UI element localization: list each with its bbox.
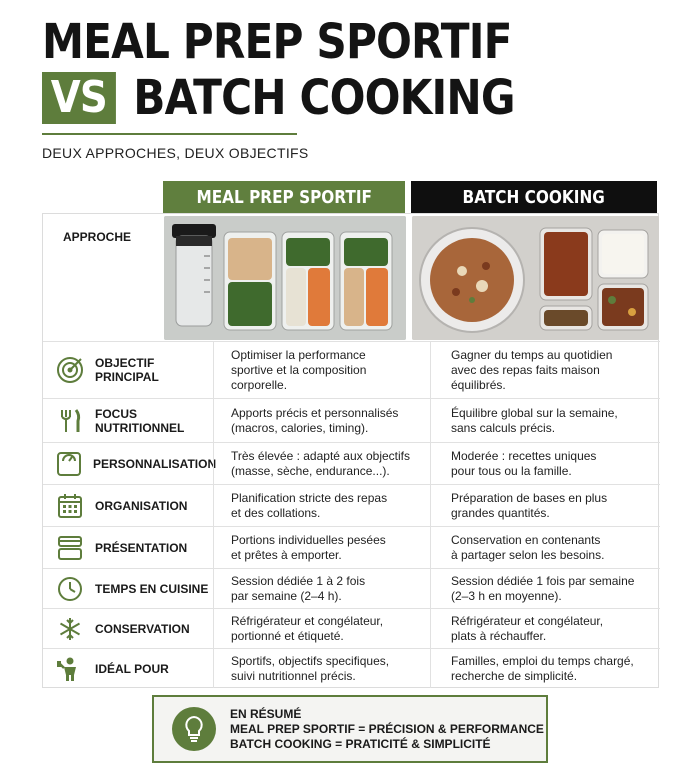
row-label: IDÉAL POUR <box>95 661 169 676</box>
title-underline <box>42 133 297 135</box>
row-conservation <box>43 608 660 648</box>
row-label: TEMPS EN CUISINE <box>95 581 209 596</box>
fork-knife-icon <box>55 406 85 436</box>
lightbulb-icon <box>172 707 216 751</box>
meal-prep-cell: Réfrigérateur et congélateur, portionné et étiqueté. <box>213 609 427 648</box>
batch-cooking-cell: Moderée : recettes uniques pour tous ou la famille. <box>430 443 660 484</box>
meal-prep-cell: Très élevée : adapté aux objectifs (masse, sèche, endurance...). <box>213 443 427 484</box>
row-focus-nutritionnel <box>43 398 660 442</box>
meal-prep-cell: Session dédiée 1 à 2 fois par semaine (2–4 h). <box>213 569 427 608</box>
meal-prep-cell: Sportifs, objectifs specifiques, suivi nutritionnel précis. <box>213 649 427 688</box>
containers-icon <box>55 533 85 563</box>
batch-cooking-cell: Session dédiée 1 fois par semaine (2–3 h en moyenne). <box>430 569 660 608</box>
summary-box <box>152 695 548 763</box>
snowflake-icon <box>55 614 85 644</box>
scale-icon <box>55 449 83 479</box>
meal-prep-cell: Optimiser la performance sportive et la composition corporelle. <box>213 342 427 398</box>
row-label: CONSERVATION <box>95 621 190 636</box>
clock-icon <box>55 574 85 604</box>
batch-cooking-cell: Familles, emploi du temps chargé, recherche de simplicité. <box>430 649 660 688</box>
batch-cooking-cell: Équilibre global sur la semaine, sans calculs précis. <box>430 399 660 442</box>
vs-badge: VS <box>42 72 116 124</box>
athlete-icon <box>55 654 85 684</box>
calendar-icon <box>55 491 85 521</box>
row-organisation <box>43 484 660 526</box>
meal-prep-photo <box>164 216 406 340</box>
column-header-meal-prep: MEAL PREP SPORTIF <box>163 181 405 213</box>
summary-heading: EN RÉSUMÉ <box>230 706 302 721</box>
row-label: PERSONNALISATION <box>93 456 217 471</box>
batch-cooking-cell: Conservation en contenants à partager selon les besoins. <box>430 527 660 568</box>
subtitle: DEUX APPROCHES, DEUX OBJECTIFS <box>42 145 309 161</box>
batch-cooking-cell: Préparation de bases en plus grandes quantités. <box>430 485 660 526</box>
meal-prep-cell: Apports précis et personnalisés (macros, calories, timing). <box>213 399 427 442</box>
meal-prep-cell: Portions individuelles pesées et prêtes à emporter. <box>213 527 427 568</box>
column-header-batch-cooking: BATCH COOKING <box>411 181 657 213</box>
row-objectif-principal <box>43 341 660 398</box>
row-label: ORGANISATION <box>95 498 188 513</box>
row-label: OBJECTIF PRINCIPAL <box>95 356 159 384</box>
batch-cooking-photo <box>412 216 659 340</box>
row-ideal-pour <box>43 648 660 688</box>
title-batch-cooking: BATCH COOKING <box>133 70 515 126</box>
row-temps-en-cuisine <box>43 568 660 608</box>
title-line-2 <box>42 70 515 126</box>
batch-cooking-cell: Réfrigérateur et congélateur, plats à réchauffer. <box>430 609 660 648</box>
summary-line-meal-prep: MEAL PREP SPORTIF = PRÉCISION & PERFORMANCE <box>230 721 544 736</box>
batch-cooking-cell: Gagner du temps au quotidien avec des repas faits maison équilibrés. <box>430 342 660 398</box>
meal-prep-cell: Planification stricte des repas et des collations. <box>213 485 427 526</box>
target-icon <box>55 355 85 385</box>
row-label: PRÉSENTATION <box>95 540 188 555</box>
summary-line-batch-cooking: BATCH COOKING = PRATICITÉ & SIMPLICITÉ <box>230 736 491 751</box>
row-label: FOCUS NUTRITIONNEL <box>95 406 185 435</box>
row-presentation <box>43 526 660 568</box>
approche-label: APPROCHE <box>63 230 132 244</box>
row-personnalisation <box>43 442 660 484</box>
comparison-table <box>42 213 659 688</box>
title-line-1: MEAL PREP SPORTIF <box>42 14 512 70</box>
